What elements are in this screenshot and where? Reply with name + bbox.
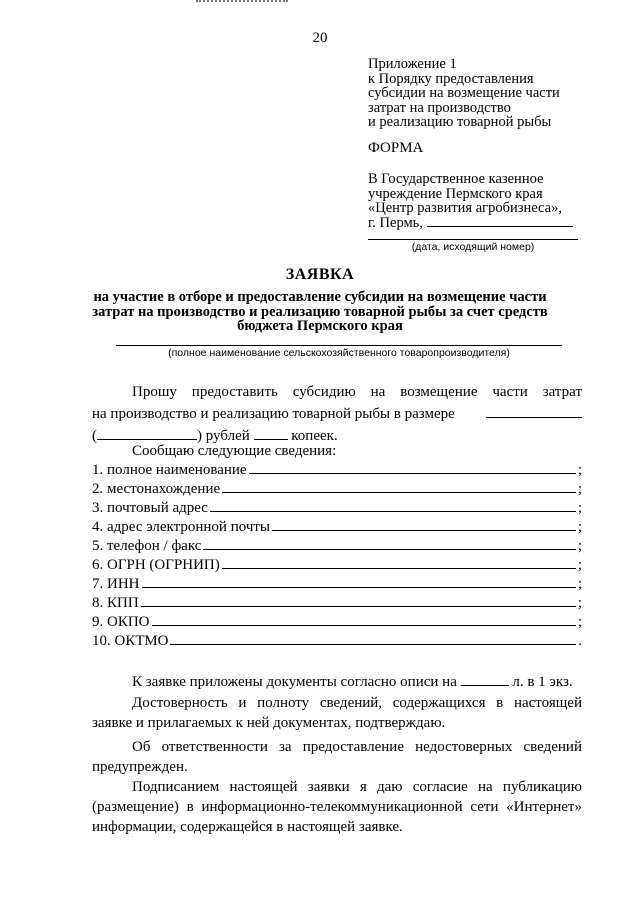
field-end: ; [577, 462, 582, 478]
producer-name-blank[interactable] [116, 345, 562, 346]
attachments-line [92, 672, 582, 692]
request-paragraph [92, 382, 582, 446]
recipient-block [368, 172, 573, 230]
appendix-line: затрат на производство [368, 99, 511, 116]
city-blank[interactable] [427, 226, 573, 227]
date-caption: (дата, исходящий номер) [411, 241, 535, 253]
field-row [92, 575, 582, 594]
scan-artifact-line [196, 0, 288, 2]
field-row [92, 518, 582, 537]
field-blank[interactable] [210, 499, 576, 512]
field-label: 10. ОКТМО [92, 633, 169, 649]
info-intro: Сообщаю следующие сведения: [132, 443, 337, 459]
document-subtitle [60, 290, 580, 334]
kopeks-blank[interactable] [254, 427, 288, 440]
subtitle-line: на участие в отборе и предоставление субсидии на возмещение части [93, 289, 547, 305]
attachments-suffix: л. в 1 экз. [512, 674, 573, 690]
field-blank[interactable] [152, 613, 576, 626]
field-blank[interactable] [203, 537, 575, 550]
field-end: ; [577, 500, 582, 516]
field-row [92, 594, 582, 613]
field-end: ; [577, 538, 582, 554]
field-label: 9. ОКПО [92, 614, 150, 630]
rubles-label: ) рублей [197, 428, 250, 444]
appendix-line: субсидии на возмещение части [368, 85, 560, 101]
field-label: 7. ИНН [92, 576, 140, 592]
field-row [92, 613, 582, 632]
date-blank-line[interactable] [368, 239, 578, 240]
open-paren: ( [92, 428, 97, 444]
field-label: 8. КПП [92, 595, 139, 611]
subtitle-line: бюджета Пермского края [237, 318, 403, 334]
recipient-city-line [368, 216, 573, 231]
field-row [92, 499, 582, 518]
recipient-line: В Государственное казенное [368, 171, 544, 187]
recipient-line: «Центр развития агробизнеса», [368, 200, 562, 216]
amount-words-blank[interactable] [97, 427, 197, 440]
recipient-city: г. Пермь, [368, 214, 423, 231]
kopeks-label: копеек. [291, 428, 338, 444]
confirm-paragraph: Достоверность и полноту сведений, содержащихся в настоящей заявке и прилагаемых к ней документах, подтверждаю. [92, 695, 582, 731]
field-row [92, 556, 582, 575]
appendix-line: к Порядку предоставления [368, 70, 534, 87]
request-text: на производство и реализацию товарной рыбы в размере [92, 406, 455, 422]
field-label: 2. местонахождение [92, 481, 221, 497]
field-row [92, 461, 582, 480]
field-end: ; [577, 481, 582, 497]
appendix-line: и реализацию товарной рыбы [368, 114, 552, 130]
field-row [92, 480, 582, 499]
field-end: ; [577, 595, 582, 611]
field-blank[interactable] [249, 461, 576, 474]
field-end: ; [577, 576, 582, 592]
field-label: 4. адрес электронной почты [92, 519, 271, 535]
form-label: ФОРМА [368, 140, 424, 156]
document-title: ЗАЯВКА [285, 266, 355, 283]
field-label: 6. ОГРН (ОГРНИП) [92, 557, 220, 573]
subtitle-line: затрат на производство и реализацию товарной рыбы за счет средств [92, 303, 548, 320]
field-label: 3. почтовый адрес [92, 500, 208, 516]
field-row [92, 537, 582, 556]
appendix-block [368, 57, 560, 130]
field-end: ; [577, 614, 582, 630]
amount-blank[interactable] [486, 405, 582, 418]
page-number: 20 [312, 30, 328, 46]
field-end: ; [577, 519, 582, 535]
sheets-blank[interactable] [461, 673, 509, 686]
recipient-line: учреждение Пермского края [368, 185, 543, 202]
attachments-text: К заявке приложены документы согласно описи на [132, 674, 457, 690]
field-blank[interactable] [222, 480, 576, 493]
appendix-line: Приложение 1 [368, 56, 457, 72]
producer-name-caption: (полное наименование сельскохозяйственного товаропроизводителя) [168, 347, 510, 359]
field-label: 1. полное наименование [92, 462, 247, 478]
field-blank[interactable] [170, 632, 576, 645]
field-end: ; [577, 557, 582, 573]
field-blank[interactable] [142, 575, 576, 588]
field-end: . [578, 633, 582, 649]
request-line-2 [92, 404, 582, 424]
field-label: 5. телефон / факс [92, 538, 202, 554]
field-blank[interactable] [222, 556, 576, 569]
request-line-1: Прошу предоставить субсидию на возмещение части затрат [132, 384, 582, 400]
responsibility-paragraph: Об ответственности за предоставление недостоверных сведений предупрежден. [92, 739, 582, 775]
field-row [92, 632, 582, 651]
field-blank[interactable] [272, 518, 576, 531]
field-blank[interactable] [141, 594, 576, 607]
consent-paragraph: Подписанием настоящей заявки я даю согласие на публикацию (размещение) в информационно-телекоммуникационной сети «Интернет» информации, содержащейся в настоящей заявке. [92, 779, 582, 835]
